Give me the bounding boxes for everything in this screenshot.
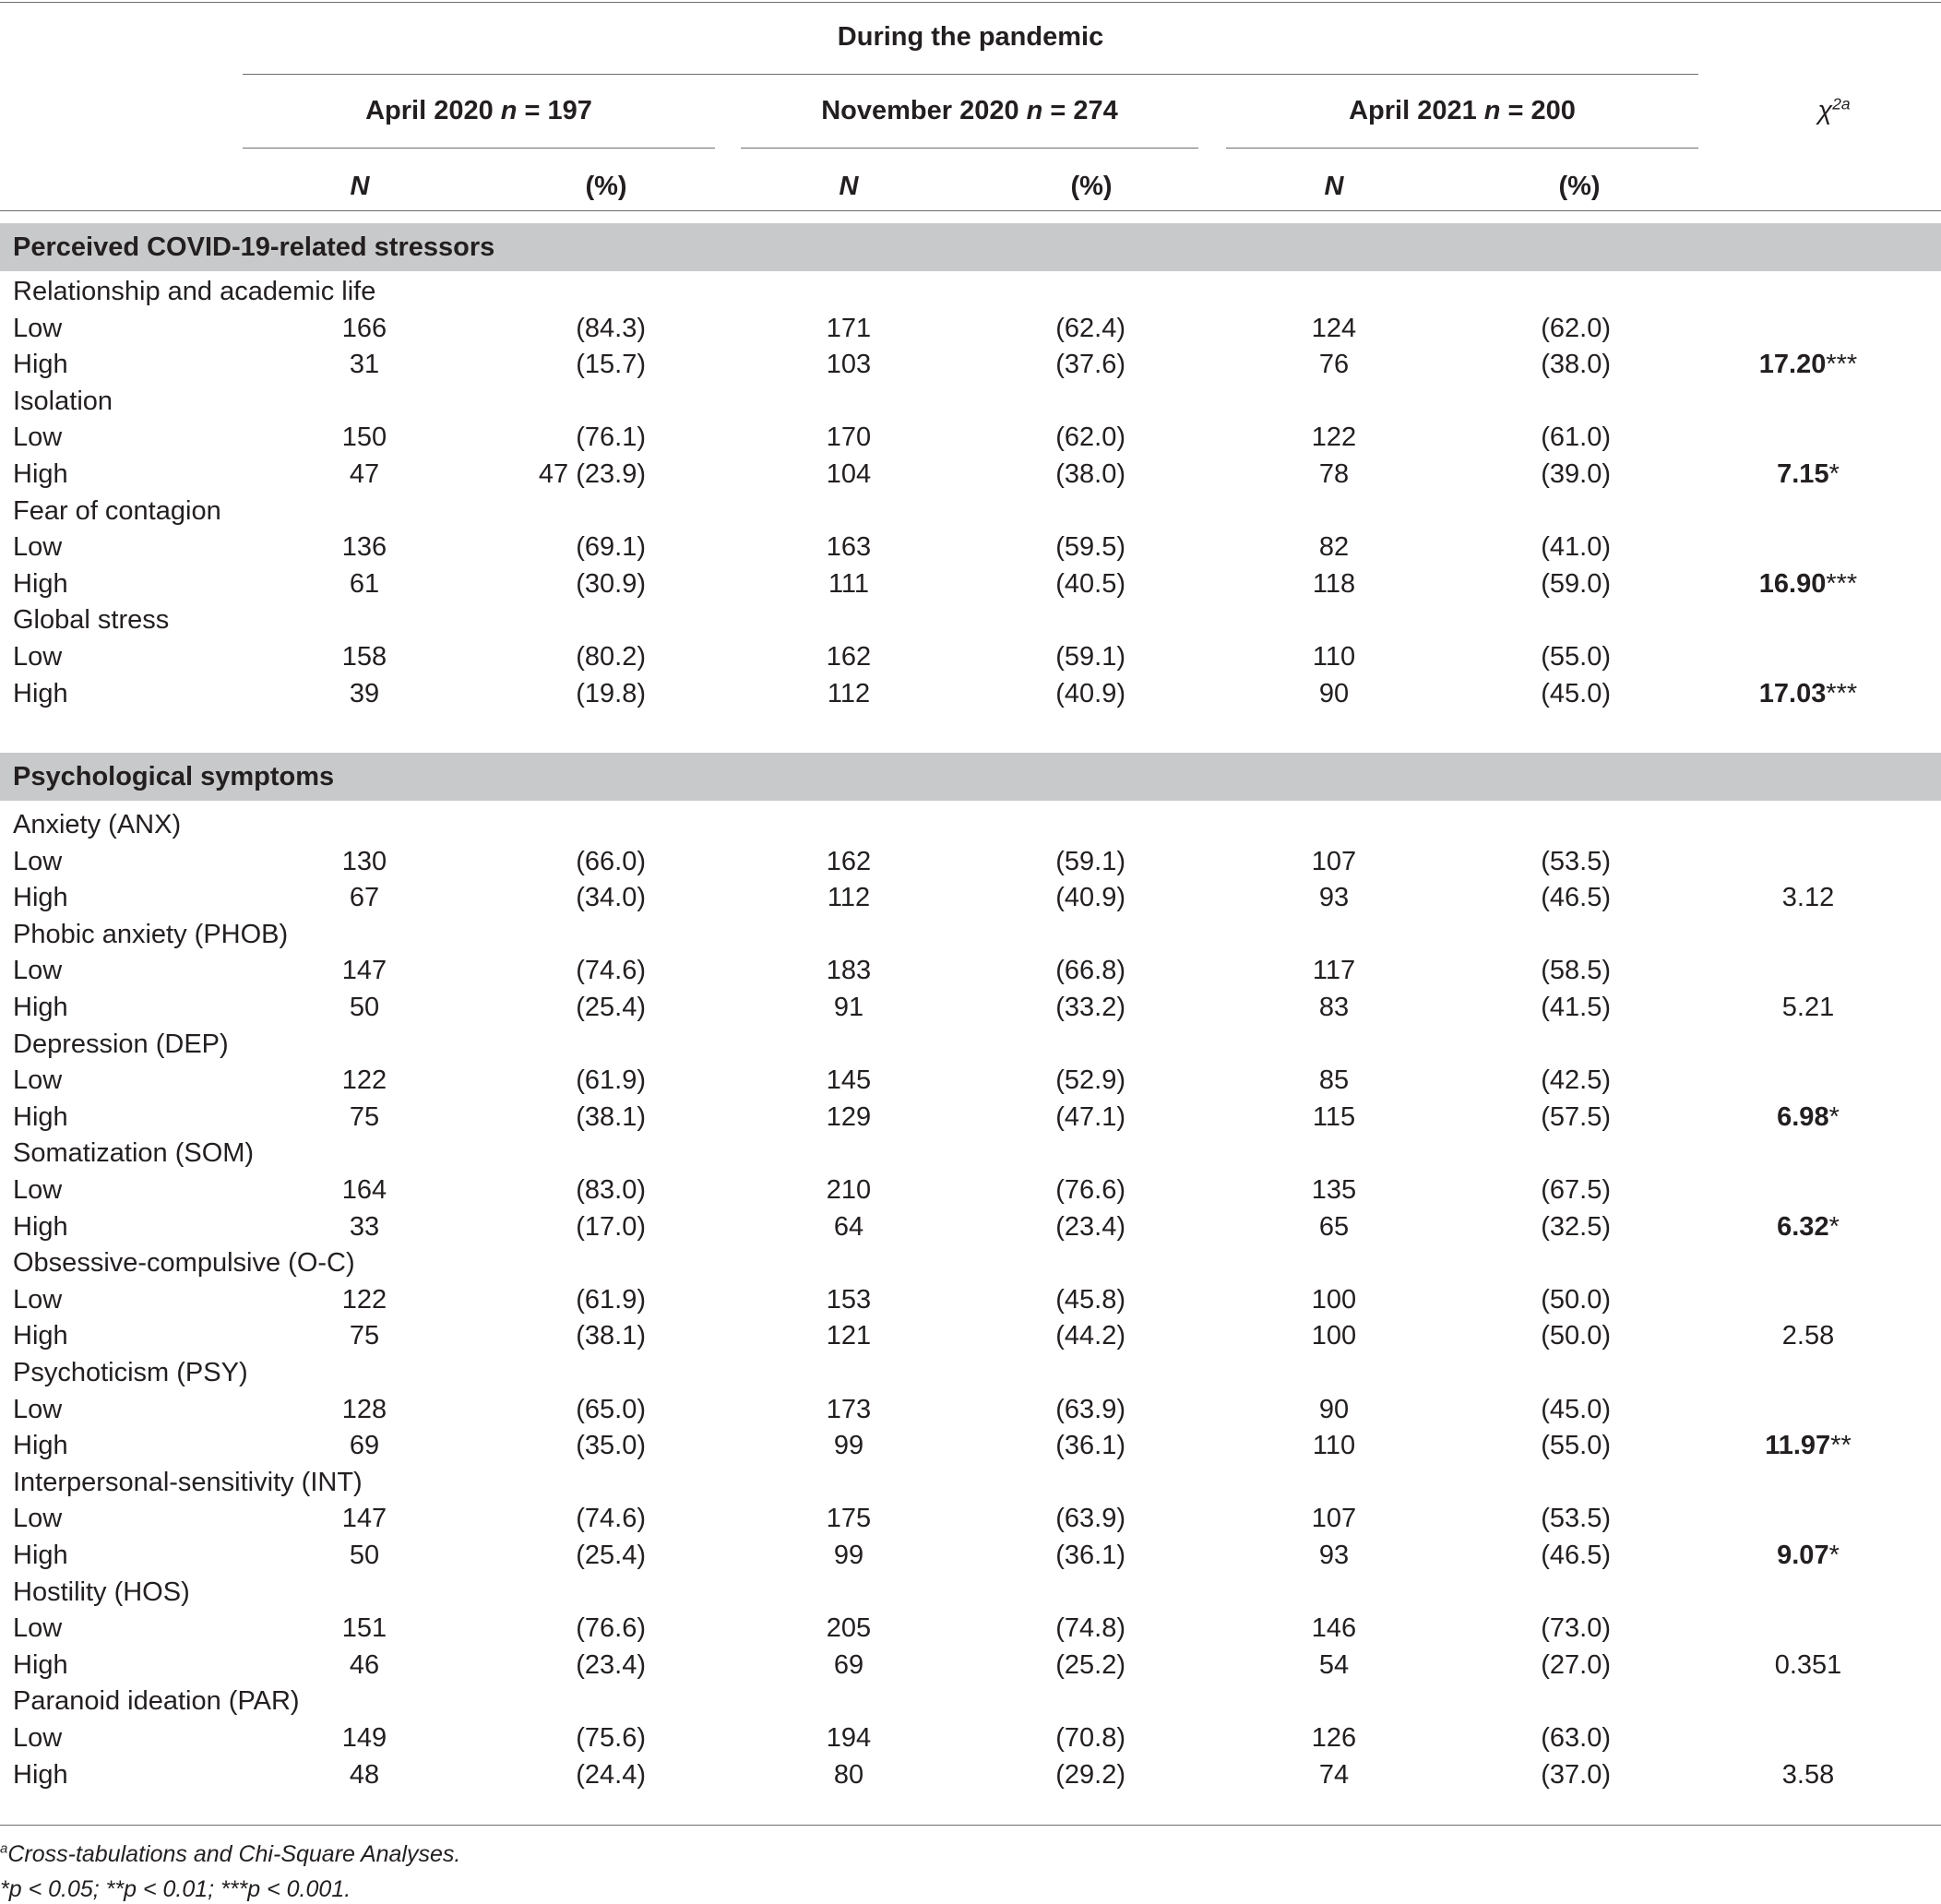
count-cell: 146 xyxy=(1311,1613,1357,1644)
count-cell: 194 xyxy=(826,1723,872,1753)
count-cell: 124 xyxy=(1311,313,1357,343)
group-label: Anxiety (ANX) xyxy=(13,810,182,839)
count-cell: 153 xyxy=(826,1284,872,1315)
significance-stars: * xyxy=(1828,1101,1840,1132)
col-n-2: N xyxy=(839,172,859,201)
count-cell: 183 xyxy=(826,956,872,986)
percent-cell: (80.2) xyxy=(576,642,646,672)
percent-cell: (24.4) xyxy=(576,1759,646,1790)
chi-square-value xyxy=(1734,350,1882,380)
count-cell: 112 xyxy=(827,678,871,708)
table-row xyxy=(0,1613,1941,1650)
level-label: Low xyxy=(13,1723,63,1753)
count-cell: 65 xyxy=(1318,1211,1350,1242)
level-label: High xyxy=(13,1541,68,1570)
count-cell: 91 xyxy=(833,993,864,1022)
group-row xyxy=(0,920,1941,957)
table-row xyxy=(0,1541,1941,1577)
percent-cell: (50.0) xyxy=(1541,1284,1611,1315)
count-cell: 107 xyxy=(1311,846,1357,876)
count-cell: 80 xyxy=(833,1759,864,1790)
table-row xyxy=(0,1175,1941,1212)
count-cell: 151 xyxy=(341,1613,387,1644)
percent-cell: (62.4) xyxy=(1055,313,1125,343)
count-cell: 82 xyxy=(1318,532,1350,563)
group-row xyxy=(0,605,1941,642)
count-cell: 171 xyxy=(826,313,872,343)
count-cell: 50 xyxy=(349,993,380,1022)
bottom-rule xyxy=(0,1825,1941,1826)
percent-cell: (45.8) xyxy=(1055,1284,1125,1315)
section-title: Psychological symptoms xyxy=(13,762,335,791)
group-label: Global stress xyxy=(13,605,170,636)
level-label: Low xyxy=(13,313,63,343)
table-row xyxy=(0,350,1941,387)
chi-square-value xyxy=(1734,679,1882,709)
percent-cell: (25.4) xyxy=(576,993,646,1022)
percent-cell: (30.9) xyxy=(576,568,646,599)
percent-cell: (32.5) xyxy=(1541,1211,1611,1242)
percent-cell: (41.5) xyxy=(1541,993,1611,1022)
count-cell: 149 xyxy=(341,1723,387,1753)
count-cell: 104 xyxy=(826,459,872,489)
count-cell: 166 xyxy=(341,313,387,343)
percent-cell: (70.8) xyxy=(1055,1723,1125,1753)
chi-value: 17.03 xyxy=(1758,678,1827,708)
count-cell: 76 xyxy=(1318,350,1350,380)
percent-cell: (58.5) xyxy=(1541,956,1611,986)
percent-cell: (25.4) xyxy=(576,1541,646,1570)
table-row xyxy=(0,1285,1941,1322)
table-row xyxy=(0,459,1941,496)
col-pct-2: (%) xyxy=(1070,172,1113,201)
percent-cell: (23.4) xyxy=(576,1649,646,1680)
count-cell: 54 xyxy=(1318,1649,1350,1680)
percent-cell: (76.6) xyxy=(1055,1175,1125,1205)
level-label: High xyxy=(13,1431,68,1461)
percent-cell: (63.0) xyxy=(1541,1723,1611,1753)
level-label: Low xyxy=(13,1394,63,1424)
percent-cell: (73.0) xyxy=(1541,1613,1611,1644)
significance-stars: *** xyxy=(1826,678,1858,708)
percent-cell: (27.0) xyxy=(1541,1649,1611,1680)
group-row xyxy=(0,1138,1941,1175)
percent-cell: (83.0) xyxy=(576,1175,646,1205)
table-row xyxy=(0,532,1941,569)
percent-cell: (38.0) xyxy=(1055,459,1125,489)
level-label: High xyxy=(13,1101,68,1132)
group-row xyxy=(0,496,1941,533)
level-label: High xyxy=(13,1649,68,1680)
count-cell: 117 xyxy=(1312,956,1356,986)
table-row xyxy=(0,883,1941,920)
level-label: Low xyxy=(13,1284,63,1315)
chi-value: 17.20 xyxy=(1758,350,1827,380)
count-cell: 100 xyxy=(1311,1284,1357,1315)
count-cell: 50 xyxy=(349,1541,380,1570)
percent-cell: (53.5) xyxy=(1541,846,1611,876)
count-cell: 122 xyxy=(1311,422,1357,453)
percent-cell: (39.0) xyxy=(1541,459,1611,489)
count-cell: 163 xyxy=(826,532,872,563)
group-row xyxy=(0,1029,1941,1066)
level-label: High xyxy=(13,993,68,1022)
percent-cell: (76.1) xyxy=(576,422,646,453)
count-cell: 74 xyxy=(1318,1759,1350,1790)
percent-cell: (38.0) xyxy=(1541,350,1611,380)
chi-square-value xyxy=(1734,459,1882,490)
percent-cell: (17.0) xyxy=(576,1211,646,1242)
percent-cell: (62.0) xyxy=(1055,422,1125,453)
table-row xyxy=(0,1065,1941,1102)
level-label: Low xyxy=(13,1504,63,1534)
percent-cell: (41.0) xyxy=(1541,532,1611,563)
percent-cell: (46.5) xyxy=(1541,1541,1611,1570)
count-cell: 33 xyxy=(349,1211,380,1242)
significance-stars: ** xyxy=(1830,1431,1852,1461)
count-cell: 135 xyxy=(1311,1175,1357,1205)
percent-cell: (42.5) xyxy=(1541,1065,1611,1096)
count-cell: 64 xyxy=(833,1211,864,1242)
percent-cell: (36.1) xyxy=(1055,1431,1125,1461)
chi-value: 5.21 xyxy=(1781,993,1835,1022)
table-row xyxy=(0,847,1941,884)
group-row xyxy=(0,1468,1941,1505)
significance-stars: *** xyxy=(1826,568,1858,599)
count-cell: 145 xyxy=(826,1065,872,1096)
count-cell: 162 xyxy=(826,846,872,876)
percent-cell: (50.0) xyxy=(1541,1321,1611,1351)
col-pct-1: (%) xyxy=(585,172,627,201)
group-label: Relationship and academic life xyxy=(13,277,376,306)
group-label: Paranoid ideation (PAR) xyxy=(13,1686,300,1717)
percent-cell: (66.0) xyxy=(576,846,646,876)
section-band xyxy=(0,223,1941,271)
chi-square-value xyxy=(1734,1650,1882,1681)
percent-cell: (15.7) xyxy=(576,350,646,380)
percent-cell: (38.1) xyxy=(576,1101,646,1132)
percent-cell: (69.1) xyxy=(576,532,646,563)
chi-square-value xyxy=(1734,1541,1882,1571)
percent-cell: (66.8) xyxy=(1055,956,1125,986)
period-april-2020: April 2020 n = 197 xyxy=(365,96,592,125)
count-cell: 122 xyxy=(341,1065,387,1096)
count-cell: 210 xyxy=(826,1175,872,1205)
significance-stars: * xyxy=(1828,1541,1840,1570)
table-row xyxy=(0,1212,1941,1249)
level-label: Low xyxy=(13,422,63,453)
count-cell: 111 xyxy=(828,568,870,599)
percent-cell: (61.9) xyxy=(576,1065,646,1096)
count-cell: 128 xyxy=(341,1394,387,1424)
level-label: High xyxy=(13,1211,68,1242)
percent-cell: (23.4) xyxy=(1055,1211,1125,1242)
table-row xyxy=(0,679,1941,716)
group-row xyxy=(0,387,1941,423)
count-cell: 162 xyxy=(826,642,872,672)
percent-cell: (63.9) xyxy=(1055,1394,1125,1424)
percent-cell: (55.0) xyxy=(1541,642,1611,672)
table-row xyxy=(0,314,1941,351)
period-rule-3 xyxy=(1226,148,1698,149)
footnote-a: $^a$Cross-tabulations and Chi-Square Analyses. xyxy=(0,1840,461,1867)
period-april-2021: April 2021 n = 200 xyxy=(1349,96,1576,125)
table-row xyxy=(0,1504,1941,1541)
chi-square-value xyxy=(1734,1321,1882,1351)
chi-value: 9.07 xyxy=(1777,1541,1829,1570)
percent-cell: (19.8) xyxy=(576,678,646,708)
chi-square-value xyxy=(1734,1102,1882,1133)
table-row xyxy=(0,956,1941,993)
table-row xyxy=(0,569,1941,606)
level-label: Low xyxy=(13,532,63,563)
top-rule xyxy=(0,2,1941,3)
percent-cell: (65.0) xyxy=(576,1394,646,1424)
level-label: Low xyxy=(13,1613,63,1644)
level-label: Low xyxy=(13,846,63,876)
level-label: High xyxy=(13,883,68,913)
chi-square-value xyxy=(1734,1431,1882,1461)
chi-value: 11.97 xyxy=(1765,1431,1831,1461)
significance-stars: * xyxy=(1828,459,1840,489)
percent-cell: (74.6) xyxy=(576,1504,646,1534)
chi-value: 7.15 xyxy=(1777,459,1829,489)
group-row xyxy=(0,277,1941,314)
percent-cell: (61.9) xyxy=(576,1284,646,1315)
count-cell: 129 xyxy=(826,1101,872,1132)
level-label: High xyxy=(13,678,68,708)
header-bottom-rule xyxy=(0,210,1941,211)
group-label: Hostility (HOS) xyxy=(13,1577,190,1607)
chi-value: 0.351 xyxy=(1774,1649,1842,1680)
percent-cell: (76.6) xyxy=(576,1613,646,1644)
group-label: Obsessive-compulsive (O-C) xyxy=(13,1248,355,1279)
group-label: Somatization (SOM) xyxy=(13,1138,255,1169)
table-row xyxy=(0,1650,1941,1687)
section-title: Perceived COVID-19-related stressors xyxy=(13,232,495,262)
count-cell: 164 xyxy=(341,1175,387,1205)
count-cell: 78 xyxy=(1318,459,1350,489)
period-november-2020: November 2020 n = 274 xyxy=(821,96,1118,125)
group-label: Interpersonal-sensitivity (INT) xyxy=(13,1467,363,1497)
col-n-3: N xyxy=(1324,172,1344,201)
count-cell: 39 xyxy=(349,678,380,708)
chi-square-value xyxy=(1734,883,1882,913)
count-cell: 47 xyxy=(349,459,380,489)
percent-cell: (59.1) xyxy=(1055,846,1125,876)
count-cell: 61 xyxy=(349,568,380,599)
count-cell: 118 xyxy=(1312,568,1356,599)
chi-value: 6.98 xyxy=(1777,1101,1829,1132)
percent-cell: (33.2) xyxy=(1055,993,1125,1022)
level-label: High xyxy=(13,1759,68,1790)
percent-cell: (40.9) xyxy=(1055,883,1125,913)
count-cell: 69 xyxy=(349,1431,380,1461)
count-cell: 31 xyxy=(349,350,380,380)
level-label: Low xyxy=(13,1065,63,1096)
count-cell: 115 xyxy=(1312,1101,1356,1132)
count-cell: 107 xyxy=(1311,1504,1357,1534)
percent-cell: (25.2) xyxy=(1055,1649,1125,1680)
table-row xyxy=(0,1723,1941,1760)
count-cell: 46 xyxy=(349,1649,380,1680)
col-n-1: N xyxy=(350,172,370,201)
level-label: High xyxy=(13,1321,68,1351)
footnote-significance: *p < 0.05; **p < 0.01; ***p < 0.001. xyxy=(0,1876,351,1902)
count-cell: 147 xyxy=(341,956,387,986)
chi-value: 3.12 xyxy=(1781,883,1835,913)
section-band xyxy=(0,753,1941,801)
count-cell: 99 xyxy=(833,1541,864,1570)
percent-cell: 47 (23.9) xyxy=(538,459,646,489)
table-row xyxy=(0,1431,1941,1468)
percent-cell: (62.0) xyxy=(1541,313,1611,343)
level-label: High xyxy=(13,350,68,380)
period-rule-2 xyxy=(741,148,1198,149)
count-cell: 122 xyxy=(341,1284,387,1315)
percent-cell: (75.6) xyxy=(576,1723,646,1753)
percent-cell: (29.2) xyxy=(1055,1759,1125,1790)
percent-cell: (46.5) xyxy=(1541,883,1611,913)
count-cell: 90 xyxy=(1318,678,1350,708)
count-cell: 90 xyxy=(1318,1394,1350,1424)
count-cell: 85 xyxy=(1318,1065,1350,1096)
percent-cell: (44.2) xyxy=(1055,1321,1125,1351)
significance-stars: *** xyxy=(1826,350,1858,380)
span-title: During the pandemic xyxy=(837,22,1104,52)
percent-cell: (36.1) xyxy=(1055,1541,1125,1570)
group-label: Phobic anxiety (PHOB) xyxy=(13,919,289,949)
percent-cell: (53.5) xyxy=(1541,1504,1611,1534)
chi-square-value xyxy=(1734,1212,1882,1243)
significance-stars: * xyxy=(1828,1211,1840,1242)
count-cell: 110 xyxy=(1312,1431,1356,1461)
table-row xyxy=(0,1321,1941,1358)
chi-square-value xyxy=(1734,993,1882,1023)
percent-cell: (45.0) xyxy=(1541,678,1611,708)
count-cell: 205 xyxy=(826,1613,872,1644)
percent-cell: (35.0) xyxy=(576,1431,646,1461)
percent-cell: (34.0) xyxy=(576,883,646,913)
count-cell: 75 xyxy=(349,1101,380,1132)
group-label: Psychoticism (PSY) xyxy=(13,1358,248,1387)
period-rule-1 xyxy=(243,148,715,149)
percent-cell: (74.8) xyxy=(1055,1613,1125,1644)
count-cell: 69 xyxy=(833,1649,864,1680)
count-cell: 103 xyxy=(826,350,872,380)
group-row xyxy=(0,1686,1941,1723)
group-row xyxy=(0,1358,1941,1395)
count-cell: 158 xyxy=(341,642,387,672)
percent-cell: (61.0) xyxy=(1541,422,1611,453)
percent-cell: (63.9) xyxy=(1055,1504,1125,1534)
count-cell: 150 xyxy=(341,422,387,453)
group-label: Isolation xyxy=(13,386,113,416)
count-cell: 170 xyxy=(826,422,872,453)
col-pct-3: (%) xyxy=(1558,172,1601,201)
chi-square-header: $\chi^{2a}$ xyxy=(1817,94,1851,125)
group-row xyxy=(0,1577,1941,1614)
percent-cell: (67.5) xyxy=(1541,1175,1611,1205)
table-row xyxy=(0,1102,1941,1139)
count-cell: 83 xyxy=(1318,993,1350,1022)
percent-cell: (40.5) xyxy=(1055,568,1125,599)
percent-cell: (59.5) xyxy=(1055,532,1125,563)
level-label: High xyxy=(13,459,68,489)
percent-cell: (74.6) xyxy=(576,956,646,986)
group-label: Fear of contagion xyxy=(13,495,221,526)
count-cell: 173 xyxy=(826,1394,872,1424)
chi-value: 2.58 xyxy=(1781,1321,1835,1351)
percent-cell: (45.0) xyxy=(1541,1394,1611,1424)
level-label: High xyxy=(13,568,68,599)
level-label: Low xyxy=(13,1175,63,1205)
group-row xyxy=(0,1248,1941,1285)
group-row xyxy=(0,810,1941,847)
percent-cell: (37.6) xyxy=(1055,350,1125,380)
table-row xyxy=(0,642,1941,679)
count-cell: 110 xyxy=(1312,642,1356,672)
percent-cell: (55.0) xyxy=(1541,1431,1611,1461)
count-cell: 126 xyxy=(1311,1723,1357,1753)
percent-cell: (52.9) xyxy=(1055,1065,1125,1096)
percent-cell: (57.5) xyxy=(1541,1101,1611,1132)
table-row xyxy=(0,1395,1941,1432)
group-label: Depression (DEP) xyxy=(13,1029,229,1059)
table-row xyxy=(0,1760,1941,1797)
count-cell: 99 xyxy=(833,1431,864,1461)
chi-square-value xyxy=(1734,569,1882,600)
level-label: Low xyxy=(13,956,63,986)
chi-value: 16.90 xyxy=(1758,568,1827,599)
count-cell: 75 xyxy=(349,1321,380,1351)
percent-cell: (59.0) xyxy=(1541,568,1611,599)
percent-cell: (38.1) xyxy=(576,1321,646,1351)
percent-cell: (59.1) xyxy=(1055,642,1125,672)
count-cell: 175 xyxy=(826,1504,872,1534)
span-rule xyxy=(243,74,1698,75)
count-cell: 100 xyxy=(1311,1321,1357,1351)
percent-cell: (47.1) xyxy=(1055,1101,1125,1132)
level-label: Low xyxy=(13,642,63,672)
percent-cell: (37.0) xyxy=(1541,1759,1611,1790)
count-cell: 67 xyxy=(349,883,380,913)
chi-square-value xyxy=(1734,1760,1882,1791)
percent-cell: (84.3) xyxy=(576,313,646,343)
count-cell: 93 xyxy=(1318,1541,1350,1570)
chi-value: 3.58 xyxy=(1781,1759,1835,1790)
count-cell: 48 xyxy=(349,1759,380,1790)
count-cell: 136 xyxy=(341,532,387,563)
count-cell: 130 xyxy=(341,846,387,876)
count-cell: 112 xyxy=(827,883,871,913)
count-cell: 147 xyxy=(341,1504,387,1534)
table-row xyxy=(0,993,1941,1029)
percent-cell: (40.9) xyxy=(1055,678,1125,708)
table-row xyxy=(0,422,1941,459)
chi-value: 6.32 xyxy=(1777,1211,1829,1242)
count-cell: 93 xyxy=(1318,883,1350,913)
count-cell: 121 xyxy=(826,1321,872,1351)
